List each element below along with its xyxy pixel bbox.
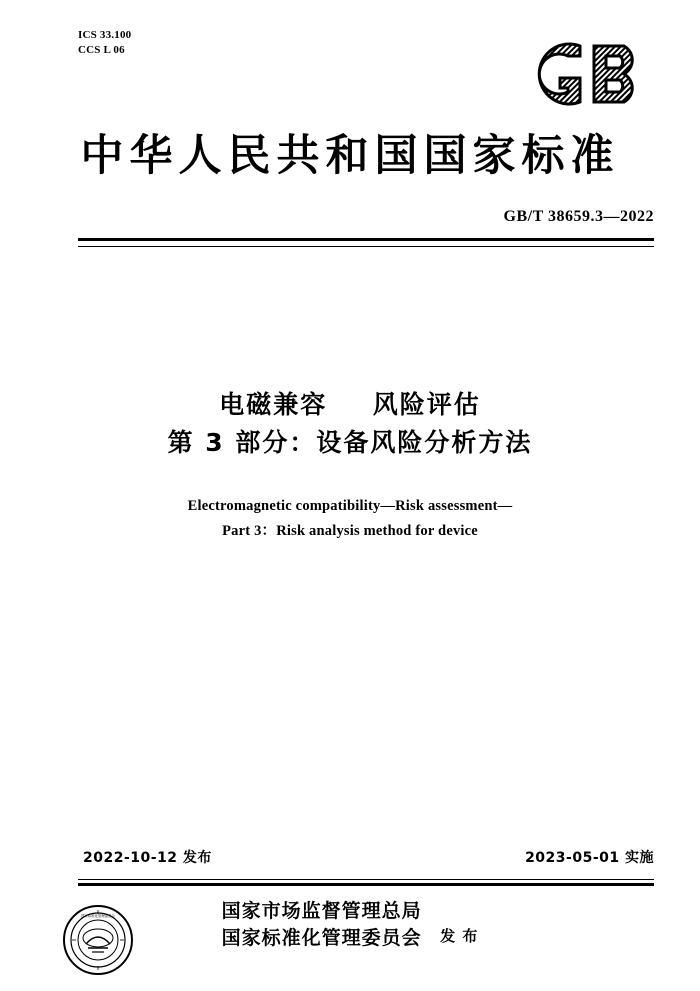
ics-block (78, 28, 131, 58)
document-title-en (0, 494, 700, 544)
title-subject: 电磁兼容 (219, 390, 328, 419)
issue-date: 2022-10-12 发布 (83, 850, 212, 866)
gb-logo-icon (526, 38, 654, 110)
document-title-cn (0, 386, 700, 462)
ics-code: ICS 33.100 (78, 29, 132, 41)
issuer-names (222, 898, 422, 952)
header-rule-thin (78, 246, 654, 247)
document-title-en-line1: Electromagnetic compatibility—Risk assessment— (187, 498, 513, 514)
publish-label: 发 布 (440, 926, 479, 945)
header-rule-thick (78, 238, 654, 241)
ccs-code: CCS L 06 (78, 44, 125, 56)
effective-date: 2023-05-01 实施 (525, 850, 654, 866)
footer-rule-thick (78, 883, 654, 886)
svg-text:国家标准化管理委员会: 国家标准化管理委员会 (81, 914, 115, 918)
issuer-line-2: 国家标准化管理委员会 (221, 927, 422, 949)
document-title-cn-line1 (0, 386, 700, 424)
title-topic: 风险评估 (372, 390, 481, 419)
standard-number: GB/T 38659.3—2022 (503, 208, 654, 225)
issuer-block (0, 898, 700, 952)
page-title: 中华人民共和国国家标准 (80, 131, 620, 181)
issuer-line-1: 国家市场监督管理总局 (221, 900, 422, 922)
footer-rule-thin (78, 879, 654, 880)
document-title-en-line2: Part 3：Risk analysis method for device (222, 523, 478, 539)
document-title-cn-line2: 第 3 部分：设备风险分析方法 (167, 428, 533, 457)
